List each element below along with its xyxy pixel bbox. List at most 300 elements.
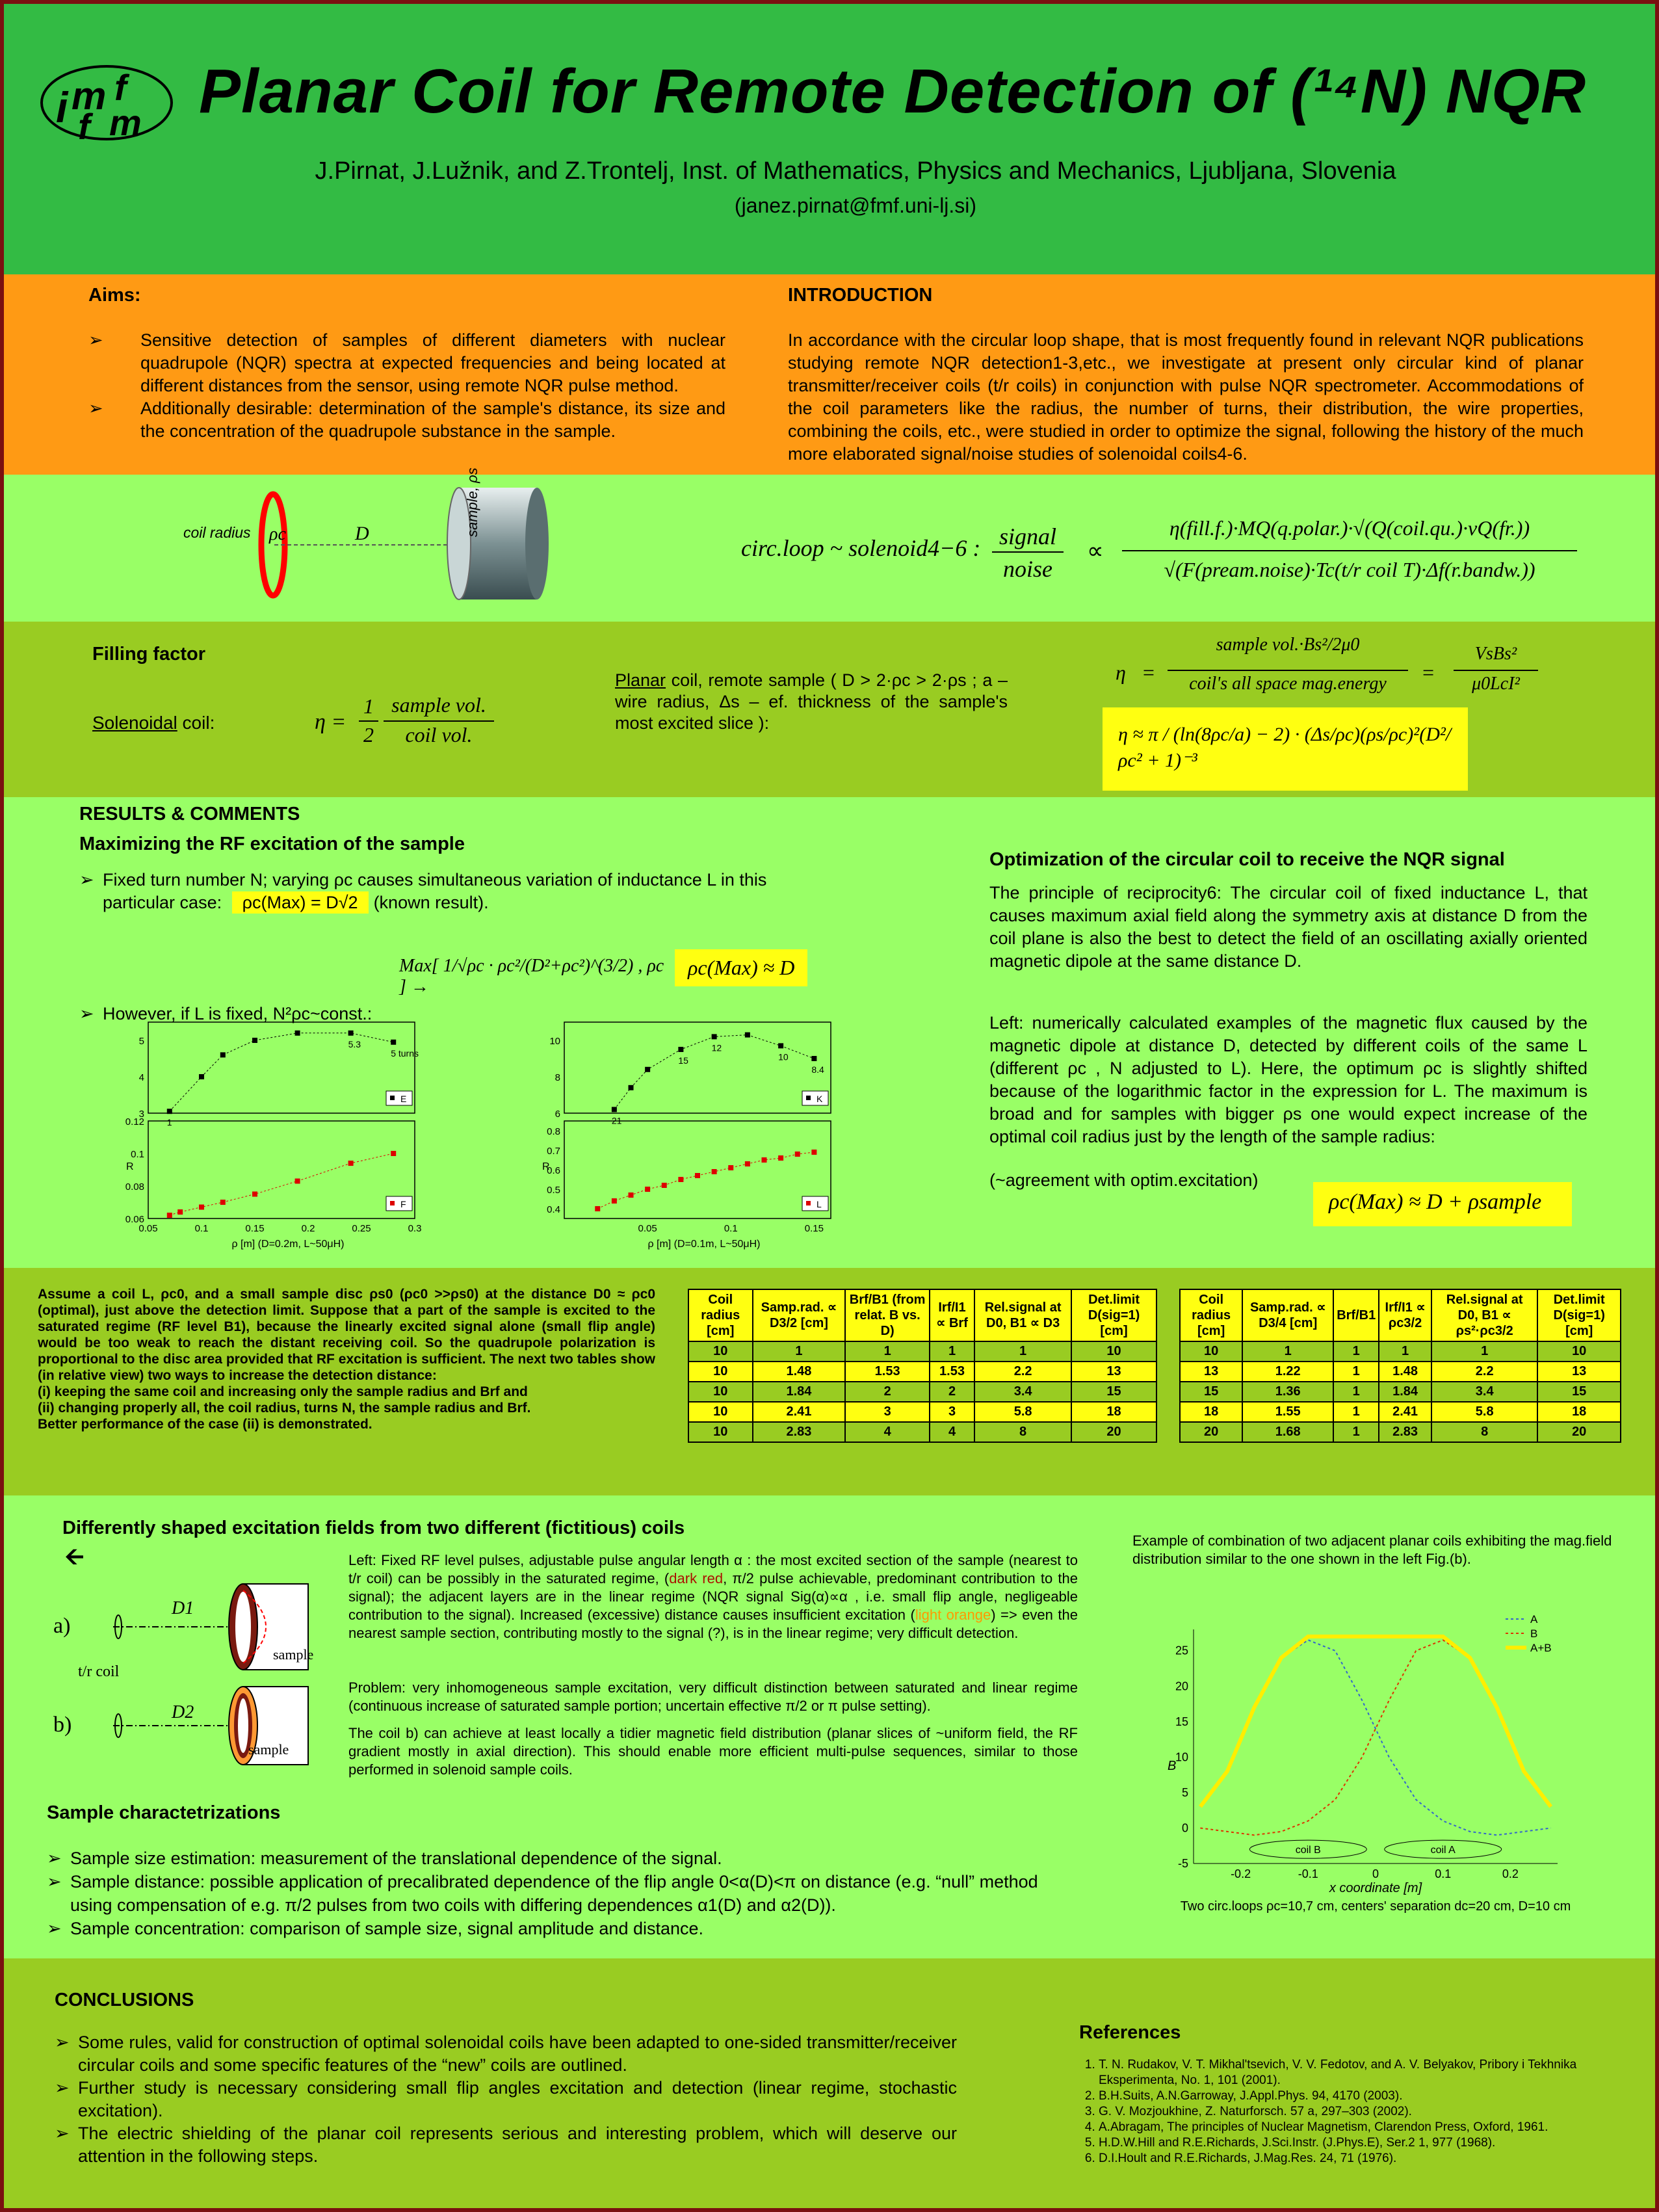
results-b1-text: Fixed turn number N; varying ρc causes simultaneous variation of inductance L in this particular case: — [103, 870, 767, 912]
data-point — [678, 1047, 683, 1052]
table-row — [1180, 1341, 1621, 1362]
right-plot-pair — [530, 1018, 849, 1259]
fraction-line — [359, 720, 378, 722]
col-header: Brf/B1 — [1333, 1289, 1379, 1341]
shaped-p1b: , π/2 pulse achievable, predominant contribution to the signal); the adjacent layers are in the linear regime (NQR signal Sig(α)∝α , i.e. small flip angle, negligeable contribution to the signal). Increased (excessive) distance causes insufficient excitation ( — [348, 1570, 1078, 1623]
references-heading: References — [1079, 2022, 1181, 2043]
half-den: 2 — [363, 723, 374, 746]
assume-text: Assume a coil L, ρc0, and a small sample disc ρs0 (ρc0 >>ρs0) at the distance D0 ≈ ρc0 (optimal), just above the detection limit. Suppose that a part of the sample is excited to the saturated regime (RF level B1), because the linearly excited signal alone (small flip angle) would be too weak to reach the distant receiving coil. So the quadrupole polarization is proportional to the disc area provided that RF excitation is sufficient. The next two tables show (in relative view) two ways to increase the detection distance: — [38, 1287, 655, 1383]
solenoid-num: sample vol. — [391, 693, 486, 717]
d1-label: D1 — [172, 1598, 194, 1618]
table-row — [688, 1362, 1156, 1382]
eq1-rhs-den: μ0LcI² — [1472, 674, 1520, 694]
data-point — [612, 1198, 617, 1204]
fraction-line — [992, 551, 1064, 553]
legend-label: L — [816, 1199, 822, 1209]
legend-marker — [806, 1201, 811, 1205]
legend-label: A+B — [1530, 1642, 1552, 1654]
x-tick-label: -0.1 — [1298, 1867, 1318, 1880]
signal-eq-signal: signal — [999, 523, 1056, 549]
reference-item: 5. H.D.W.Hill and R.E.Richards, J.Sci.Instr. (J.Phys.E), Ser.2 1, 977 (1968). — [1099, 2135, 1577, 2151]
fig-b-label: b) — [53, 1713, 72, 1737]
data-point — [167, 1213, 172, 1218]
optimization-p1: The principle of reciprocity6: The circular coil of fixed inductance L, that causes maximum axial field along the symmetry axis at distance D from the coil plane is also the best to detect the field of an oscillating axially oriented magnetic dipole at the same distance D. — [989, 883, 1587, 971]
plot-frame — [148, 1121, 415, 1218]
svg-text:m: m — [72, 74, 107, 118]
eta-eq1-symbol: η = — [1116, 661, 1156, 684]
col-header: Det.limit D(sig=1) [cm] — [1071, 1289, 1156, 1341]
filling-heading: Filling factor — [92, 644, 205, 665]
series-line-a — [1200, 1640, 1550, 1835]
assume-ii: (ii) changing properly all, the coil radius, turns N, the sample radius and Brf. — [38, 1401, 531, 1415]
table-cell: 4 — [930, 1422, 974, 1442]
y-axis-label: R — [542, 1161, 550, 1172]
table-cell: 3 — [845, 1402, 930, 1422]
y-tick-label: 25 — [1175, 1644, 1188, 1657]
y-tick-label: 0.5 — [547, 1185, 560, 1196]
fraction-line — [1122, 550, 1577, 551]
table-cell: 10 — [688, 1402, 753, 1422]
signal-eq-lhs: circ.loop ~ solenoid4−6 : — [741, 535, 981, 561]
signal-eq-num: η(fill.f.)·MQ(q.polar.)·√(Q(coil.qu.)·νQ(fr.)) — [1169, 516, 1530, 540]
table-cell: 1 — [1333, 1402, 1379, 1422]
results-subheading: Maximizing the RF excitation of the sample — [79, 834, 465, 854]
y-tick-label: 10 — [1175, 1750, 1188, 1764]
planar-word: Planar — [615, 670, 666, 690]
x-tick-label: 0.1 — [724, 1223, 738, 1234]
data-point — [712, 1034, 717, 1039]
point-label: 5 turns — [391, 1047, 419, 1059]
x-tick-label: 0.15 — [245, 1223, 265, 1234]
table-cell: 5.8 — [1431, 1402, 1537, 1422]
plot-frame — [564, 1121, 831, 1218]
shaped-p1a: Left: Fixed RF level pulses, adjustable pulse angular length α : the most excited section of the sample (nearest to t/r coil) can be possibly in the saturated regime, ( — [348, 1552, 1078, 1587]
institute-logo — [38, 62, 176, 143]
plot-frame — [148, 1022, 415, 1113]
conclusion-item: ➢ Further study is necessary considering small flip angles excitation and detection (linear regime, stochastic excitation). — [55, 2077, 957, 2122]
data-point — [645, 1067, 650, 1072]
x-tick-label: 0.1 — [194, 1223, 209, 1234]
sample-label-a: sample — [273, 1646, 314, 1663]
data-point — [167, 1109, 172, 1114]
data-point — [348, 1161, 354, 1166]
table-row — [688, 1341, 1156, 1362]
table-cell: 1.55 — [1242, 1402, 1333, 1422]
sample-char-heading: Sample charactetrizations — [47, 1802, 281, 1823]
data-point — [295, 1031, 300, 1036]
table-cell: 1 — [930, 1341, 974, 1362]
left-plot-pair — [114, 1018, 433, 1259]
point-label: 5.3 — [348, 1038, 361, 1049]
x-tick-label: 0 — [1372, 1867, 1379, 1880]
y-tick-label: 8 — [555, 1072, 560, 1083]
legend-label: F — [400, 1199, 406, 1209]
x-axis-label: ρ [m] (D=0.1m, L~50μH) — [647, 1239, 761, 1250]
y-tick-label: 0.4 — [547, 1204, 560, 1215]
references-list — [1083, 2057, 1577, 2166]
results-b2-box: ρc(Max) ≈ D — [675, 949, 807, 986]
table-cell: 1 — [753, 1341, 846, 1362]
results-bullet-2: ➢ However, if L is fixed, N²ρc~const.: — [79, 1004, 1655, 1024]
table-cell: 1.48 — [1379, 1362, 1431, 1382]
table-cell: 3 — [930, 1402, 974, 1422]
table-cell: 10 — [688, 1422, 753, 1442]
table-cell: 10 — [1071, 1341, 1156, 1362]
data-point — [612, 1107, 617, 1112]
fraction-line — [1454, 670, 1538, 671]
table-cell: 1 — [845, 1341, 930, 1362]
shaped-p2: Problem: very inhomogeneous sample excitation, very difficult distinction between saturated and linear regime (continuous increase of saturated sample portion; uncertain effective π/2 or π pulse setting). — [348, 1679, 1078, 1714]
results-b1-box: ρc(Max) = D√2 — [232, 891, 369, 914]
data-point — [391, 1151, 396, 1156]
col-header: Samp.rad. ∝ D3/2 [cm] — [753, 1289, 846, 1341]
reference-item: 6. D.I.Hoult and R.E.Richards, J.Mag.Res. 24, 71 (1976). — [1099, 2151, 1577, 2166]
table-cell: 10 — [1537, 1341, 1621, 1362]
x-tick-label: 0.05 — [638, 1223, 657, 1234]
optimization-heading: Optimization of the circular coil to receive the NQR signal — [989, 849, 1505, 870]
signal-eq-noise: noise — [1003, 556, 1052, 582]
data-point — [629, 1192, 634, 1198]
shaped-heading: Differently shaped excitation fields from two different (fictitious) coils — [62, 1518, 685, 1538]
data-point — [199, 1205, 204, 1210]
table-cell: 2.41 — [753, 1402, 846, 1422]
table-cell: 2 — [930, 1382, 974, 1402]
table-header — [688, 1289, 1156, 1341]
table-cell: 2.2 — [1431, 1362, 1537, 1382]
table-cell: 10 — [688, 1382, 753, 1402]
y-tick-label: 4 — [138, 1072, 144, 1083]
col-header: Irf/I1 ∝ Brf — [930, 1289, 974, 1341]
reference-item: 3. G. V. Mozjoukhine, Z. Naturforsch. 57 a, 297–303 (2002). — [1099, 2104, 1577, 2120]
table-cell: 2.83 — [1379, 1422, 1431, 1442]
svg-text:m: m — [109, 102, 142, 143]
x-tick-label: 0.3 — [408, 1223, 422, 1234]
table-cell: 10 — [688, 1362, 753, 1382]
y-tick-label: 20 — [1175, 1679, 1188, 1693]
header-band — [4, 4, 1655, 274]
data-point — [745, 1161, 750, 1166]
data-point — [348, 1031, 354, 1036]
poster-title: Planar Coil for Remote Detection of (¹⁴N) NQR — [199, 57, 1587, 126]
col-header: Det.limit D(sig=1) [cm] — [1537, 1289, 1621, 1341]
data-point — [252, 1038, 257, 1043]
coil-word: coil: — [177, 713, 215, 733]
results-b1-tail: (known result). — [373, 893, 489, 912]
signal-eq-prop: ∝ — [1087, 537, 1104, 564]
table-cell: 1.53 — [845, 1362, 930, 1382]
coil-b-label: coil B — [1295, 1845, 1321, 1856]
legend-label: E — [400, 1094, 407, 1104]
assume-block — [38, 1286, 655, 1432]
data-point — [662, 1183, 667, 1188]
conclusions-list — [55, 2031, 957, 2168]
y-tick-label: 0.8 — [547, 1126, 560, 1137]
y-axis-label: B — [1168, 1759, 1177, 1773]
tr-coil-label: t/r coil — [78, 1663, 120, 1680]
table-cell: 1.22 — [1242, 1362, 1333, 1382]
svg-text:f: f — [78, 106, 90, 143]
eq1-den: coil's all space mag.energy — [1189, 674, 1387, 694]
combination-plot — [1155, 1603, 1584, 1922]
results-b2-eq: Max[ 1/√ρc · ρc²/(D²+ρc²)^(3/2) , ρc ] → — [399, 956, 664, 997]
results-heading: RESULTS & COMMENTS — [79, 804, 300, 824]
sample-char-item: ➢ Sample size estimation: measurement of the translational dependence of the signal. — [47, 1847, 1061, 1870]
optimization-p3: (~agreement with optim.excitation) — [989, 1170, 1259, 1190]
rho-label: ρc — [269, 524, 286, 544]
y-tick-label: 5 — [1181, 1785, 1188, 1799]
table-cell: 8 — [974, 1422, 1071, 1442]
sample-label: sample, ρs — [464, 467, 480, 537]
shaped-p1 — [348, 1551, 1078, 1642]
col-header: Coil radius [cm] — [688, 1289, 753, 1341]
table-cell: 1 — [1333, 1422, 1379, 1442]
data-line — [597, 1152, 814, 1209]
table-cell: 1.48 — [753, 1362, 846, 1382]
table-cell: 2.2 — [974, 1362, 1071, 1382]
col-header: Coil radius [cm] — [1180, 1289, 1242, 1341]
data-point — [177, 1209, 183, 1215]
aims-item: ➢ Additionally desirable: determination of the sample's distance, its size and the concentration of the quadrupole substance in the sample. — [88, 397, 725, 443]
aims-item: ➢ Sensitive detection of samples of different diameters with nuclear quadrupole (NQR) spectra at expected frequencies and being located at different distances from the sensor, using remote NQR pulse method. — [88, 329, 725, 397]
data-point — [629, 1085, 634, 1090]
table-cell: 2.41 — [1379, 1402, 1431, 1422]
table-row — [688, 1382, 1156, 1402]
svg-text:i: i — [56, 83, 68, 131]
solenoidal-label — [92, 713, 215, 733]
table-cell: 18 — [1537, 1402, 1621, 1422]
table-cell: 1.68 — [1242, 1422, 1333, 1442]
table-cell: 1 — [1431, 1341, 1537, 1362]
point-label: 21 — [611, 1115, 622, 1126]
aims-list — [88, 329, 725, 443]
table-cell: 18 — [1071, 1402, 1156, 1422]
point-label: 15 — [678, 1055, 688, 1066]
legend-label: A — [1530, 1613, 1538, 1626]
table-cell: 1 — [974, 1341, 1071, 1362]
col-header: Rel.signal at D0, B1 ∝ ρs²·ρc3/2 — [1431, 1289, 1537, 1341]
half-num: 1 — [363, 694, 374, 718]
table-cell: 1 — [1333, 1382, 1379, 1402]
y-tick-label: 3 — [138, 1109, 144, 1120]
series-line-b — [1200, 1640, 1550, 1835]
intro-text: In accordance with the circular loop shape, that is most frequently found in relevant NQR publications studying remote NQR detection1-3,etc., we investigate at present only circular kind of planar transmitter/receiver coils (t/r coils) in conjunction with pulse NQR spectrometer. Accommodations of the coil parameters like the radius, the number of turns, their distribution, the wire properties, combining the coils, etc., were studied in order to optimize the signal, following the history of the much more elaborated signal/noise studies of solenoidal coils4-6. — [788, 330, 1584, 464]
poster — [4, 4, 1655, 2208]
series-line-a-plus-b — [1200, 1637, 1550, 1807]
table-cell: 4 — [845, 1422, 930, 1442]
table-cell: 13 — [1537, 1362, 1621, 1382]
plot-frame — [564, 1022, 831, 1113]
y-axis-label: R — [126, 1161, 134, 1172]
data-point — [728, 1165, 733, 1170]
data-point — [199, 1074, 204, 1079]
signal-eq-den: √(F(pream.noise)·Tc(t/r coil T)·Δf(r.bandw.)) — [1164, 558, 1535, 581]
fig-a-label: a) — [53, 1614, 71, 1638]
x-tick-label: -0.2 — [1231, 1867, 1251, 1880]
point-label: 10 — [778, 1051, 789, 1062]
data-point — [252, 1192, 257, 1197]
reference-item: 1. T. N. Rudakov, V. T. Mikhal'tsevich, V. V. Fedotov, and A. V. Belyakov, Pribory i Tekhnika Eksperimenta, No. 1, 101 (2001). — [1099, 2057, 1577, 2088]
assume-end: Better performance of the case (ii) is demonstrated. — [38, 1417, 372, 1432]
back-arrow-icon: 🡨 — [65, 1543, 85, 1570]
sample-char-list — [47, 1847, 1061, 1940]
distance-label: D — [355, 523, 369, 544]
col-header: Samp.rad. ∝ D3/4 [cm] — [1242, 1289, 1333, 1341]
table-cell: 1 — [1333, 1362, 1379, 1382]
table-row — [688, 1422, 1156, 1442]
legend-marker — [806, 1096, 811, 1100]
coil-radius-label: coil radius — [183, 524, 251, 541]
table-row — [688, 1402, 1156, 1422]
table-cell: 5.8 — [974, 1402, 1071, 1422]
shaped-p3: The coil b) can achieve at least locally a tidier magnetic field distribution (planar slices of ~uniform field, the RF gradient mostly in axial direction). This should enable more efficient multi-pulse sequences, similar to those performed in solenoid sample coils. — [348, 1725, 1078, 1778]
data-point — [220, 1200, 226, 1205]
table-cell: 13 — [1071, 1362, 1156, 1382]
data-point — [778, 1043, 783, 1048]
eq1-rhs-num: VsBs² — [1474, 644, 1517, 664]
fraction-line — [384, 720, 494, 722]
sample-char-item: ➢ Sample concentration: comparison of sample size, signal amplitude and distance. — [47, 1917, 1061, 1940]
planar-text — [615, 670, 1008, 734]
d2-label: D2 — [172, 1702, 194, 1722]
y-tick-label: -5 — [1177, 1857, 1188, 1870]
data-point — [391, 1040, 396, 1045]
table-same-coil — [688, 1289, 1157, 1443]
table-scaled-coil — [1179, 1289, 1621, 1443]
email: (janez.pirnat@fmf.uni-lj.si) — [734, 194, 977, 217]
optimization-box: ρc(Max) ≈ D + ρsample — [1313, 1182, 1572, 1226]
authors: J.Pirnat, J.Lužnik, and Z.Trontelj, Inst. of Mathematics, Physics and Mechanics, Ljubljana, Slovenia — [315, 157, 1396, 185]
data-point — [811, 1056, 816, 1061]
y-tick-label: 0.1 — [131, 1149, 144, 1160]
x-tick-label: 0.05 — [138, 1223, 158, 1234]
table-cell: 15 — [1071, 1382, 1156, 1402]
combination-note: Example of combination of two adjacent planar coils exhibiting the mag.field distribution similar to the one shown in the left Fig.(b). — [1132, 1533, 1612, 1567]
y-tick-label: 0.7 — [547, 1146, 560, 1157]
table-cell: 1.84 — [753, 1382, 846, 1402]
x-axis-label: ρ [m] (D=0.2m, L~50μH) — [231, 1239, 345, 1250]
table-cell: 20 — [1071, 1422, 1156, 1442]
y-tick-label: 10 — [549, 1036, 560, 1047]
x-tick-label: 0.1 — [1435, 1867, 1452, 1880]
solenoidal-word: Solenoidal — [92, 713, 177, 733]
data-point — [795, 1152, 800, 1157]
point-label: 8.4 — [811, 1064, 824, 1075]
table-header — [1180, 1289, 1621, 1341]
eq1-num: sample vol.·Bs²/2μ0 — [1216, 635, 1360, 655]
data-point — [695, 1173, 700, 1178]
intro-heading: INTRODUCTION — [788, 285, 933, 306]
legend-label: B — [1530, 1627, 1538, 1640]
conclusions-heading: CONCLUSIONS — [55, 1990, 194, 2010]
y-tick-label: 15 — [1175, 1715, 1188, 1728]
table-cell: 1 — [1242, 1341, 1333, 1362]
reference-item: 2. B.H.Suits, A.N.Garroway, J.Appl.Phys. 94, 4170 (2003). — [1099, 2088, 1577, 2104]
table-cell: 13 — [1180, 1362, 1242, 1382]
conclusion-item: ➢ Some rules, valid for construction of optimal solenoidal coils have been adapted to one-sided transmitter/receiver circular coils and some specific features of the “new” coils are outlined. — [55, 2031, 957, 2077]
sample-char-item: ➢ Sample distance: possible application of precalibrated dependence of the flip angle 0<α(D)<π on distance (e.g. “null” method using compensation of e.g. π/2 pulses from two coils with differing dependences α1(D) and α2(D)). — [47, 1870, 1061, 1917]
table-row — [1180, 1422, 1621, 1442]
data-point — [762, 1157, 767, 1163]
y-tick-label: 0.06 — [125, 1214, 144, 1225]
table-cell: 15 — [1180, 1382, 1242, 1402]
data-point — [220, 1052, 226, 1057]
data-point — [295, 1179, 300, 1184]
table-cell: 1 — [1333, 1341, 1379, 1362]
col-header: Rel.signal at D0, B1 ∝ D3 — [974, 1289, 1071, 1341]
solenoid-den: coil vol. — [405, 723, 473, 746]
conclusion-item: ➢ The electric shielding of the planar coil represents serious and interesting problem, which will deserve our attention in the following steps. — [55, 2122, 957, 2168]
aims-heading: Aims: — [88, 285, 141, 306]
x-tick-label: 0.2 — [301, 1223, 315, 1234]
y-tick-label: 6 — [555, 1109, 560, 1120]
data-point — [778, 1155, 783, 1161]
optimization-p2: Left: numerically calculated examples of the magnetic flux caused by the magnetic dipole at distance D, detected by different coils of the same L (different ρc , N adjusted to L). Here, the optimum ρc is slightly shifted because of the logarithmic factor in the expression for L. The maximum is broad and for samples with bigger ρs one would expect increase of the optimal coil radius just by the length of the sample radius: — [989, 1013, 1587, 1146]
y-tick-label: 0.08 — [125, 1181, 144, 1192]
x-tick-label: 0.25 — [352, 1223, 371, 1234]
col-header: Irf/I1 ∝ ρc3/2 — [1379, 1289, 1431, 1341]
table-cell: 10 — [688, 1341, 753, 1362]
coil-sample-sketch — [251, 485, 563, 615]
point-label: 12 — [711, 1042, 722, 1053]
equals: = — [1421, 661, 1435, 684]
point-label: 1 — [166, 1117, 172, 1128]
legend-marker — [390, 1096, 395, 1100]
data-point — [595, 1206, 600, 1211]
eq2-box: η ≈ π / (ln(8ρc/a) − 2) · (Δs/ρc)(ρs/ρc)²(D²/ρc² + 1)⁻³ — [1103, 707, 1468, 791]
reference-item: 4. A.Abragam, The principles of Nuclear Magnetism, Clarendon Press, Oxford, 1961. — [1099, 2120, 1577, 2135]
table-cell: 8 — [1431, 1422, 1537, 1442]
planar-description: coil, remote sample ( D > 2·ρc > 2·ρs ; a – wire radius, Δs – ef. thickness of the sample's most excited slice ): — [615, 670, 1008, 733]
table-cell: 1.36 — [1242, 1382, 1333, 1402]
fraction-line — [1168, 670, 1408, 671]
legend-marker — [390, 1201, 395, 1205]
table-cell: 20 — [1180, 1422, 1242, 1442]
dark-red-word: dark red — [669, 1570, 724, 1587]
table-cell: 2 — [845, 1382, 930, 1402]
table-cell: 18 — [1180, 1402, 1242, 1422]
chart-caption: Two circ.loops ρc=10,7 cm, centers' separation dc=20 cm, D=10 cm — [1180, 1899, 1571, 1914]
legend-label: K — [816, 1094, 823, 1104]
col-header: Brf/B1 (from relat. B vs. D) — [845, 1289, 930, 1341]
assume-i: (i) keeping the same coil and increasing only the sample radius and Brf and — [38, 1384, 528, 1399]
x-tick-label: 0.2 — [1502, 1867, 1519, 1880]
table-row — [1180, 1402, 1621, 1422]
coil-a-label: coil A — [1430, 1845, 1456, 1856]
y-tick-label: 0.12 — [125, 1116, 144, 1127]
x-tick-label: 0.15 — [804, 1223, 824, 1234]
shaped-p1c: ) => even the nearest sample section, contributing mostly to the signal (?), is in the linear regime; very difficult detection. — [348, 1607, 1078, 1641]
y-tick-label: 0.6 — [547, 1165, 560, 1176]
table-cell: 1.53 — [930, 1362, 974, 1382]
results-bullet-1 — [79, 869, 827, 914]
y-tick-label: 0 — [1181, 1821, 1188, 1835]
eta-symbol: η = — [315, 710, 346, 734]
table-cell: 3.4 — [1431, 1382, 1537, 1402]
table-cell: 1 — [1379, 1341, 1431, 1362]
svg-text:f: f — [114, 67, 127, 108]
y-tick-label: 5 — [138, 1036, 144, 1047]
light-orange-word: light orange — [915, 1607, 991, 1623]
sample-label-b: sample — [248, 1741, 289, 1758]
x-axis-label: x coordinate [m] — [1329, 1881, 1422, 1895]
table-cell: 20 — [1537, 1422, 1621, 1442]
table-cell: 10 — [1180, 1341, 1242, 1362]
table-row — [1180, 1362, 1621, 1382]
data-point — [678, 1177, 683, 1182]
table-cell: 3.4 — [974, 1382, 1071, 1402]
table-cell: 1.84 — [1379, 1382, 1431, 1402]
table-cell: 15 — [1537, 1382, 1621, 1402]
